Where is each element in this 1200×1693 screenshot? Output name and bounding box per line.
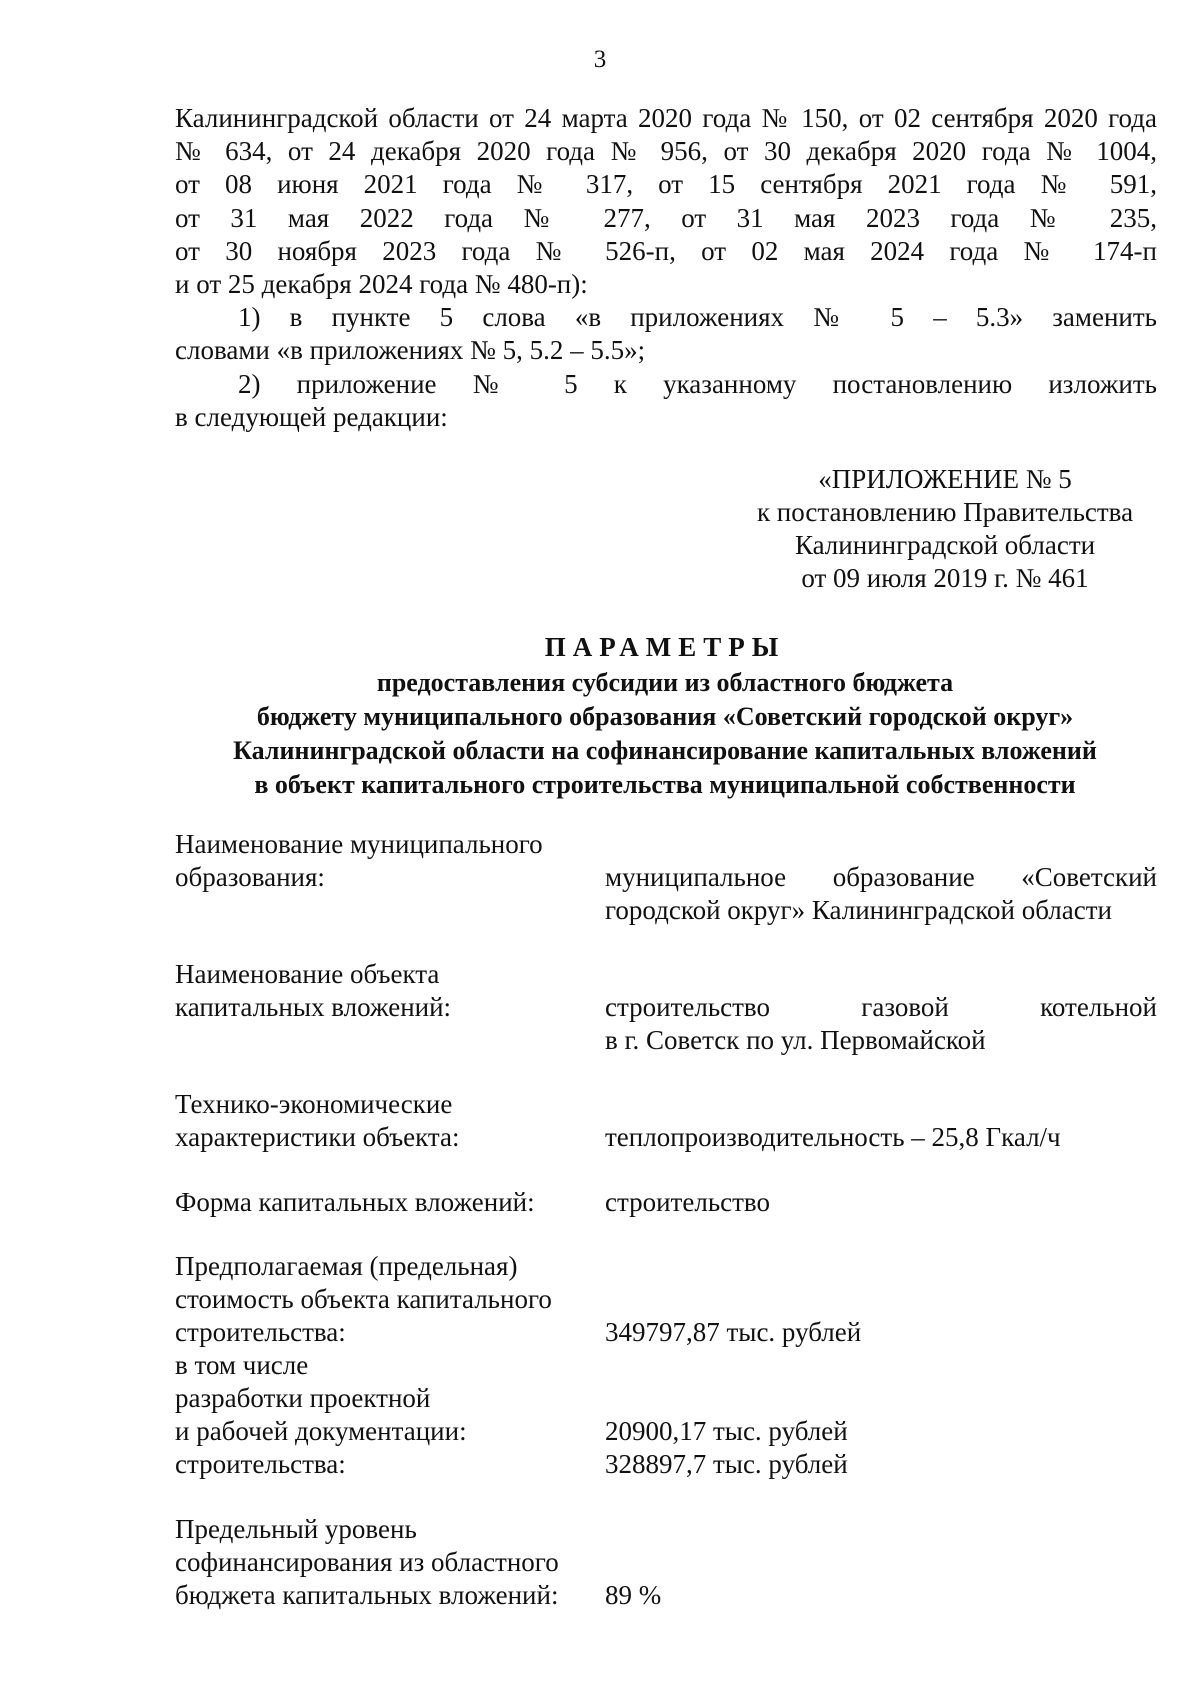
page-number: 3	[593, 46, 607, 73]
appendix-line: Калининградской области	[794, 530, 1096, 560]
appendix-line: к постановлению Правительства	[756, 497, 1134, 527]
appendix-header	[720, 463, 1170, 595]
value-line: 349797,87 тыс. рублей	[605, 1317, 862, 1347]
appendix-line: от 09 июля 2019 г. № 461	[801, 563, 1089, 593]
document-title	[160, 630, 1170, 802]
intro-line: от 30 ноября 2023 года № 526-п, от 02 мая 2024 года № 174-п	[175, 235, 1157, 266]
intro-line: от 08 июня 2021 года № 317, от 15 сентября 2021 года № 591,	[175, 169, 1157, 200]
param-form-label	[175, 1186, 615, 1219]
value-line: в г. Советск по ул. Первомайской	[605, 1025, 986, 1055]
title-line: бюджету муниципального образования «Советский городской округ»	[256, 702, 1074, 731]
param-municipality-value	[605, 861, 1157, 927]
title-heading: ПАРАМЕТРЫ	[544, 632, 786, 662]
label-line: разработки проектной	[175, 1383, 431, 1413]
intro-line: Калининградской области от 24 марта 2020 года № 150, от 02 сентября 2020 года	[175, 103, 1157, 133]
param-municipality-label	[175, 828, 595, 894]
param-form-value	[605, 1186, 1157, 1219]
item-1-line-2: словами «в приложениях № 5, 5.2 – 5.5»;	[175, 335, 646, 366]
label-line: образования:	[175, 862, 325, 892]
label-line: капитальных вложений:	[175, 992, 452, 1022]
label-line: строительства:	[175, 1317, 346, 1347]
param-tech-label	[175, 1088, 595, 1154]
label-line: характеристики объекта:	[175, 1122, 460, 1152]
value-line: 20900,17 тыс. рублей	[605, 1416, 848, 1446]
label-line: Наименование муниципального	[175, 829, 543, 859]
value-line: теплопроизводительность – 25,8 Гкал/ч	[605, 1122, 1061, 1152]
appendix-line: «ПРИЛОЖЕНИЕ № 5	[818, 464, 1072, 494]
value-line: 89 %	[605, 1580, 662, 1610]
param-cofinancing-value	[605, 1579, 1157, 1612]
label-line: Форма капитальных вложений:	[175, 1187, 535, 1217]
item-2-line-1: 2) приложение № 5 к указанному постановлению изложить	[238, 368, 1157, 399]
label-line: Технико-экономические	[175, 1089, 453, 1119]
title-line: в объект капитального строительства муниципальной собственности	[254, 770, 1076, 799]
label-line: строительства:	[175, 1449, 346, 1479]
label-line: Предполагаемая (предельная)	[175, 1251, 518, 1281]
value-line: строительство	[605, 1187, 770, 1217]
value-line: 328897,7 тыс. рублей	[605, 1449, 848, 1479]
param-object-label	[175, 958, 595, 1024]
title-line: Калининградской области на софинансирование капитальных вложений	[233, 736, 1097, 765]
item-2-line-2: в следующей редакции:	[175, 401, 448, 432]
label-line: Наименование объекта	[175, 959, 440, 989]
value-line: строительство газовой котельной	[605, 992, 1157, 1022]
intro-line: № 634, от 24 декабря 2020 года № 956, от 30 декабря 2020 года № 1004,	[175, 136, 1157, 167]
param-cost-label	[175, 1250, 595, 1481]
param-object-value	[605, 991, 1157, 1057]
param-cost-docs-value	[605, 1415, 1157, 1481]
value-line: городской округ» Калининградской области	[605, 895, 1113, 925]
param-cofinancing-label	[175, 1513, 605, 1612]
item-1-line-1: 1) в пункте 5 слова «в приложениях № 5 – 5.3» заменить	[238, 302, 1157, 333]
value-line: муниципальное образование «Советский	[605, 862, 1157, 892]
param-tech-value	[605, 1121, 1157, 1154]
label-line: стоимость объекта капитального	[175, 1284, 552, 1314]
intro-line: и от 25 декабря 2024 года № 480-п):	[175, 269, 588, 300]
label-line: Предельный уровень	[175, 1514, 417, 1544]
label-line: бюджета капитальных вложений:	[175, 1580, 559, 1610]
title-line: предоставления субсидии из областного бюджета	[376, 668, 954, 697]
label-line: софинансирования из областного	[175, 1547, 559, 1577]
label-line: в том числе	[175, 1350, 309, 1380]
intro-paragraph	[175, 102, 1157, 434]
param-cost-total-value	[605, 1316, 1157, 1349]
intro-line: от 31 мая 2022 года № 277, от 31 мая 2023 года № 235,	[175, 202, 1157, 233]
label-line: и рабочей документации:	[175, 1416, 467, 1446]
